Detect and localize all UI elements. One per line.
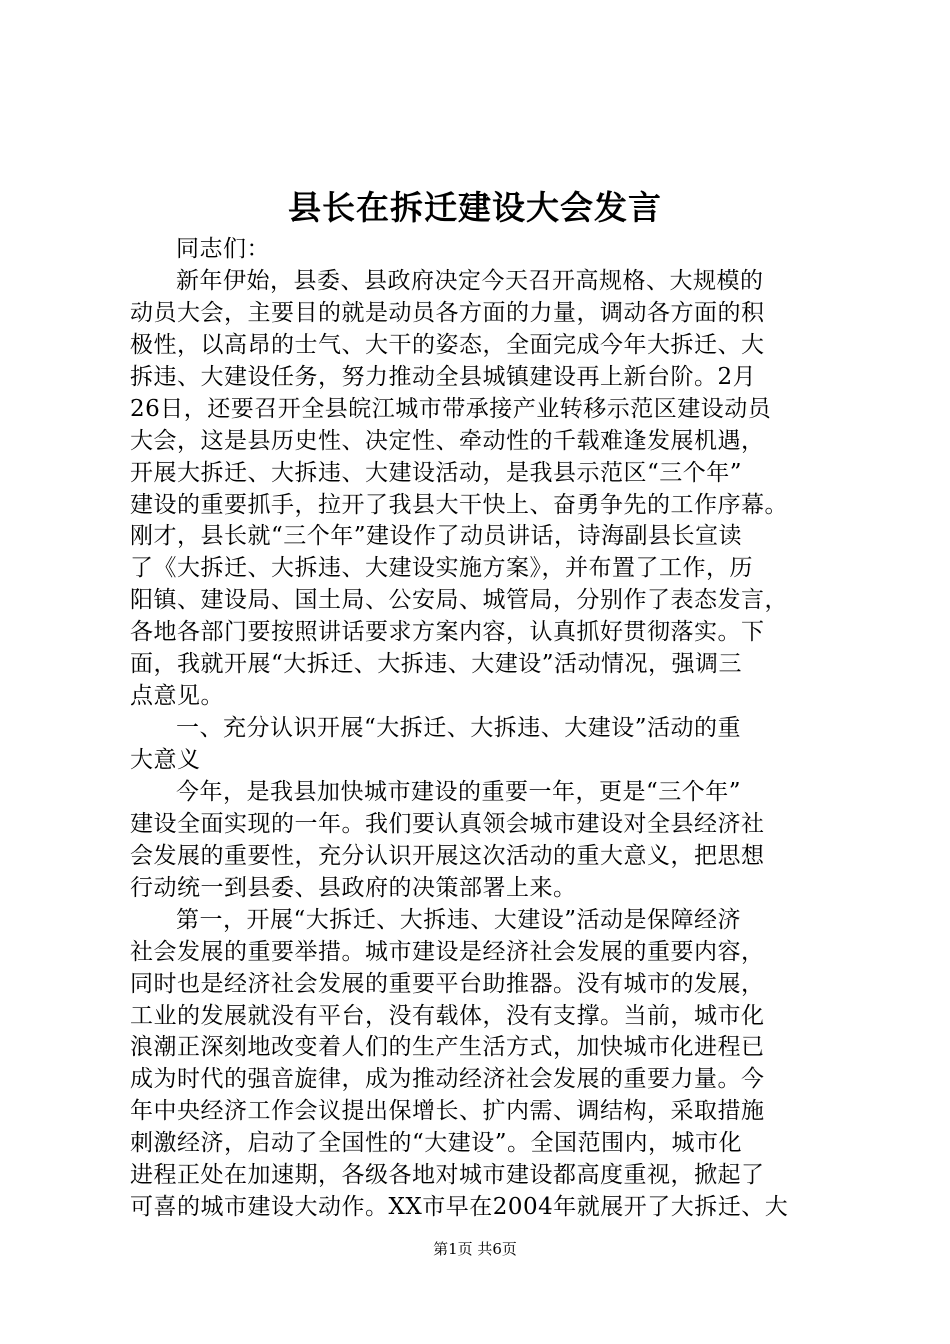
paragraph-line: 开展大拆迁、大拆违、大建设活动，是我县示范区“三个年” [130, 459, 743, 486]
paragraph-line: 行动统一到县委、县政府的决策部署上来。 [130, 874, 577, 901]
paragraph-line: 建设的重要抓手，拉开了我县大干快上、奋勇争先的工作序幕。 [130, 491, 788, 518]
paragraph-line: 浪潮正深刻地改变着人们的生产生活方式，加快城市化进程已 [130, 1034, 765, 1061]
section-heading-line: 一、充分认识开展“大拆迁、大拆违、大建设”活动的重 [176, 715, 742, 742]
paragraph-line: 动员大会，主要目的就是动员各方面的力量，调动各方面的积 [130, 299, 765, 326]
paragraph-line: 面，我就开展“大拆迁、大拆违、大建设”活动情况，强调三 [130, 651, 743, 678]
paragraph-line: 工业的发展就没有平台，没有载体，没有支撑。当前，城市化 [130, 1002, 765, 1029]
paragraph-line: 刺激经济，启动了全国性的“大建设”。全国范围内，城市化 [130, 1130, 743, 1157]
paragraph-line: 26日，还要召开全县皖江城市带承接产业转移示范区建设动员 [130, 395, 772, 422]
paragraph-line: 成为时代的强音旋律，成为推动经济社会发展的重要力量。今 [130, 1066, 765, 1093]
paragraph-line: 社会发展的重要举措。城市建设是经济社会发展的重要内容， [130, 938, 765, 965]
paragraph-line: 会发展的重要性，充分认识开展这次活动的重大意义，把思想 [130, 842, 765, 869]
document-title: 县长在拆迁建设大会发言 [288, 188, 662, 227]
paragraph-line: 阳镇、建设局、国土局、公安局、城管局，分别作了表态发言， [130, 587, 788, 614]
paragraph-line: 可喜的城市建设大动作。XX市早在2004年就展开了大拆迁、大 [130, 1194, 789, 1221]
paragraph-line: 大会，这是县历史性、决定性、牵动性的千载难逢发展机遇， [130, 427, 765, 454]
paragraph-line: 点意见。 [130, 683, 224, 710]
page-footer: 第1页 共6页 [433, 1240, 517, 1258]
paragraph-line: 进程正处在加速期，各级各地对城市建设都高度重视，掀起了 [130, 1162, 765, 1189]
paragraph-line: 建设全面实现的一年。我们要认真领会城市建设对全县经济社 [130, 810, 765, 837]
paragraph-line: 年中央经济工作会议提出保增长、扩内需、调结构，采取措施 [130, 1098, 765, 1125]
paragraph-line: 同时也是经济社会发展的重要平台助推器。没有城市的发展， [130, 970, 765, 997]
salutation-line: 同志们： [176, 236, 270, 262]
paragraph-line: 各地各部门要按照讲话要求方案内容，认真抓好贯彻落实。下 [130, 619, 765, 646]
paragraph-line: 拆违、大建设任务，努力推动全县城镇建设再上新台阶。2月 [130, 363, 757, 390]
paragraph-line: 刚才，县长就“三个年”建设作了动员讲话，诗海副县长宣读 [130, 523, 743, 550]
paragraph-line: 今年，是我县加快城市建设的重要一年，更是“三个年” [176, 778, 742, 805]
document-body [130, 234, 830, 1224]
paragraph-line: 极性，以高昂的士气、大干的姿态，全面完成今年大拆迁、大 [130, 331, 765, 358]
section-heading-line: 大意义 [130, 747, 201, 773]
paragraph-line: 第一，开展“大拆迁、大拆违、大建设”活动是保障经济 [176, 906, 742, 933]
paragraph-line: 了《大拆迁、大拆违、大建设实施方案》，并布置了工作，历 [130, 555, 753, 582]
paragraph-line: 新年伊始，县委、县政府决定今天召开高规格、大规模的 [176, 267, 764, 294]
